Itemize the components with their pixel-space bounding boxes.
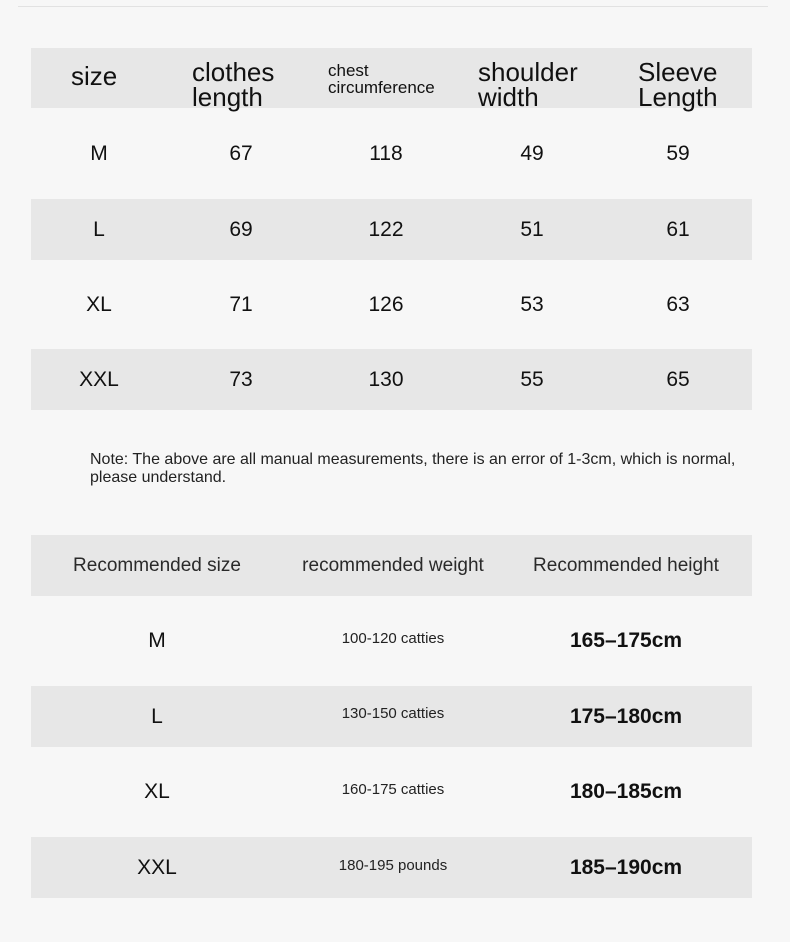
cell-chest: 118: [369, 141, 403, 165]
cell-size: L: [93, 217, 105, 241]
cell-size: XL: [144, 780, 170, 803]
header-recommended-weight: recommended weight: [302, 554, 484, 576]
cell-height: 165–175cm: [569, 629, 683, 652]
cell-chest: 122: [368, 217, 404, 241]
cell-length: 71: [229, 292, 253, 316]
cell-weight: 180-195 pounds: [338, 857, 448, 874]
table-row: [31, 747, 752, 837]
recommendation-header-row: [31, 535, 752, 596]
cell-chest: 130: [368, 367, 404, 391]
header-chest-line1: chest: [328, 61, 369, 80]
header-clothes-length-line1: clothes: [192, 57, 275, 87]
cell-weight: 130-150 catties: [341, 705, 445, 722]
cell-weight: 100-120 catties: [341, 629, 445, 647]
table-row: [31, 837, 752, 898]
cell-shoulder: 55: [520, 367, 544, 391]
table-row: [31, 349, 752, 410]
cell-length: 69: [229, 217, 253, 241]
cell-height: 175–180cm: [569, 704, 683, 728]
cell-size: XXL: [137, 855, 177, 879]
cell-chest: 126: [368, 292, 404, 316]
table-row: [31, 686, 752, 747]
measurement-note: Note: The above are all manual measurements, there is an error of 1-3cm, which is normal, please understand.: [90, 451, 736, 486]
cell-length: 73: [229, 367, 253, 391]
cell-length: 67: [229, 141, 253, 165]
header-clothes-length-label: [192, 57, 275, 113]
cell-size: L: [151, 704, 163, 728]
cell-height: 180–185cm: [569, 780, 683, 803]
table-row: [31, 260, 752, 349]
header-shoulder-line2: width: [478, 82, 539, 113]
table-row: [31, 199, 752, 260]
header-shoulder-line1: shoulder: [478, 57, 578, 87]
top-divider: [18, 6, 768, 7]
cell-sleeve: 59: [666, 141, 690, 165]
cell-sleeve: 61: [666, 217, 690, 241]
cell-sleeve: 65: [666, 367, 690, 391]
header-sleeve-line1: Sleeve: [638, 57, 718, 87]
table-row: [31, 108, 752, 199]
cell-shoulder: 53: [520, 292, 544, 316]
table-row: [31, 596, 752, 686]
cell-size: XL: [86, 292, 112, 316]
header-shoulder-label: [478, 57, 578, 113]
cell-shoulder: 49: [520, 141, 544, 165]
header-sleeve-label: [638, 57, 718, 113]
size-chart-table: [31, 48, 752, 410]
cell-size: M: [90, 141, 108, 165]
cell-weight: 160-175 catties: [341, 780, 445, 798]
cell-height: 185–190cm: [569, 855, 683, 879]
header-clothes-length-line2: length: [192, 82, 263, 113]
cell-sleeve: 63: [666, 292, 690, 316]
cell-shoulder: 51: [520, 217, 544, 241]
header-recommended-height: Recommended height: [533, 554, 719, 576]
header-recommended-size: Recommended size: [73, 554, 241, 576]
header-sleeve-line2: Length: [638, 82, 718, 113]
cell-size: M: [148, 629, 166, 652]
cell-size: XXL: [79, 367, 119, 391]
header-chest-line2: circumference: [328, 78, 435, 98]
recommendation-table: [31, 535, 752, 898]
header-size-label: size: [71, 61, 118, 91]
size-chart-header-row: [31, 48, 752, 113]
header-chest-label: [328, 62, 435, 97]
